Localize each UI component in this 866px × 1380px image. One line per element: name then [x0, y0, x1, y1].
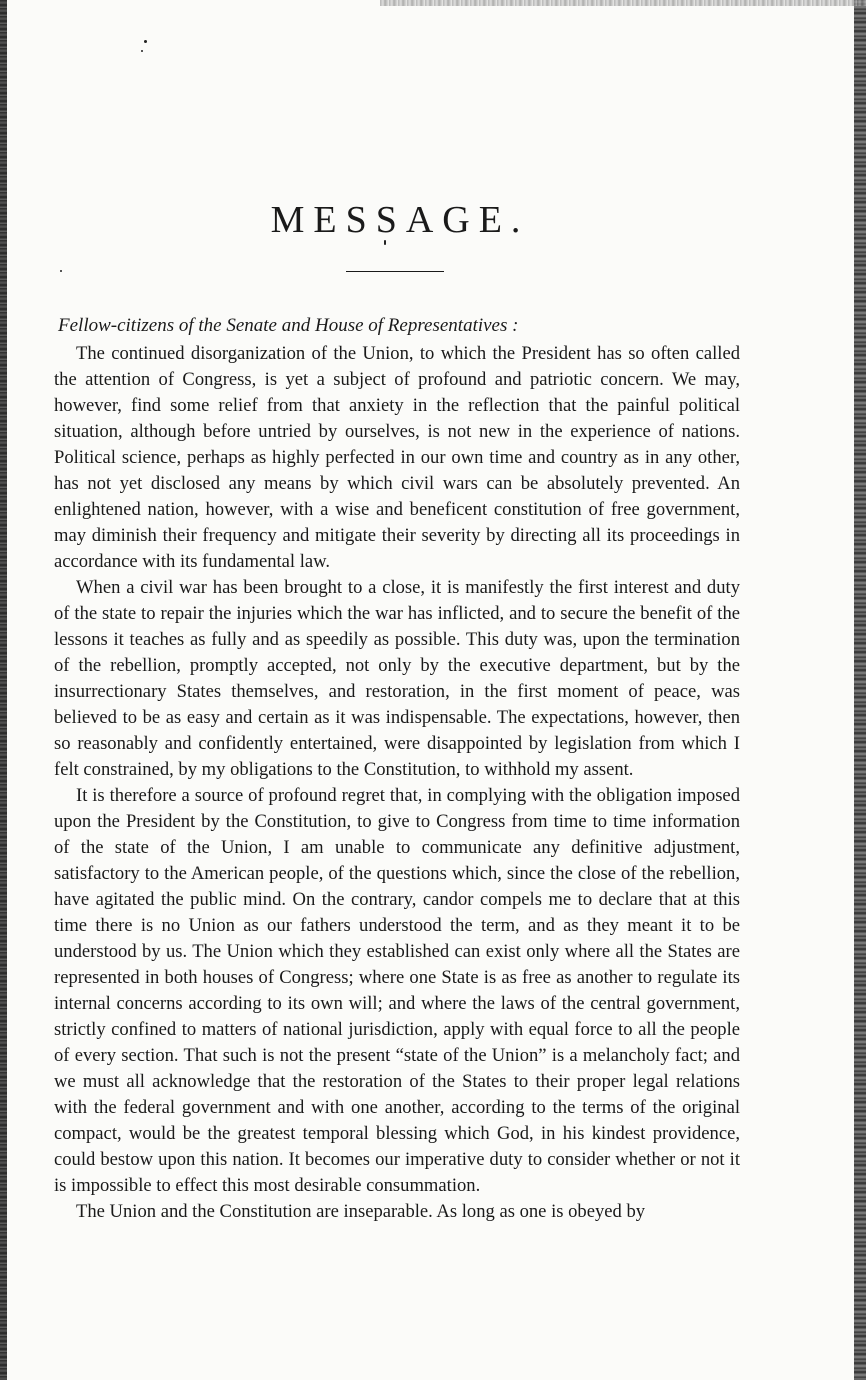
ink-speck: [60, 270, 62, 272]
ink-speck: [144, 40, 147, 43]
paragraph: It is therefore a source of profound regret that, in complying with the obligation imposed upon the President by the Constitution, to give to Congress from time to time information of the state of the Union, I am unable to communicate any definitive adjustment, satisfactory to the American people, of the questions which, since the close of the rebellion, have agitated the public mind. On the contrary, candor compels me to declare that at this time there is no Union as our fathers understood the term, and as they meant it to be understood by us. The Union which they established can exist only where all the States are represented in both houses of Congress; where one State is as free as another to regulate its internal concerns according to its own will; and where the laws of the central government, strictly confined to matters of national jurisdiction, apply with equal force to all the people of every section. That such is not the present “state of the Union” is a melancholy fact; and we must all acknowledge that the restoration of the States to their proper legal relations with the federal government and with one another, according to the terms of the original compact, would be the greatest temporal blessing which God, in his kindest providence, could bestow upon this nation. It becomes our imperative duty to consider whether or not it is impossible to effect this most desirable consummation.: [54, 785, 740, 1196]
salutation: Fellow-citizens of the Senate and House of Representatives :: [58, 315, 519, 336]
paragraph: The continued disorganization of the Union, to which the President has so often called the attention of Congress, is yet a subject of profound and patriotic concern. We may, however, find some relief from that anxiety in the reflection that the painful political situation, although before untried by ourselves, is not new in the experience of nations. Political science, perhaps as highly perfected in our own time and country as in any other, has not yet disclosed any means by which civil wars can be absolutely prevented. An enlightened nation, however, with a wise and beneficent constitution of free government, may diminish their frequency and mitigate their severity by directing all its proceedings in accordance with its fundamental law.: [54, 343, 740, 572]
page-top-edge: [380, 0, 866, 6]
page-right-edge: [854, 0, 866, 1380]
title-divider: [346, 271, 444, 272]
paragraph: When a civil war has been brought to a close, it is manifestly the first interest and duty of the state to repair the injuries which the war has inflicted, and to secure the benefit of the lessons it teaches as fully and as speedily as possible. This duty was, upon the termination of the rebellion, promptly accepted, not only by the executive department, but by the insurrectionary States themselves, and restoration, in the first moment of peace, was believed to be as easy and certain as it was indispensable. The expectations, however, then so reasonably and confidently entertained, were disappointed by legislation from which I felt constrained, by my obligations to the Constitution, to withhold my assent.: [54, 577, 740, 780]
ink-speck: [141, 50, 143, 52]
message-body: [54, 341, 740, 1225]
paragraph: The Union and the Constitution are inseparable. As long as one is obeyed by: [76, 1201, 646, 1222]
page-title: MESSAGE.: [270, 199, 530, 241]
